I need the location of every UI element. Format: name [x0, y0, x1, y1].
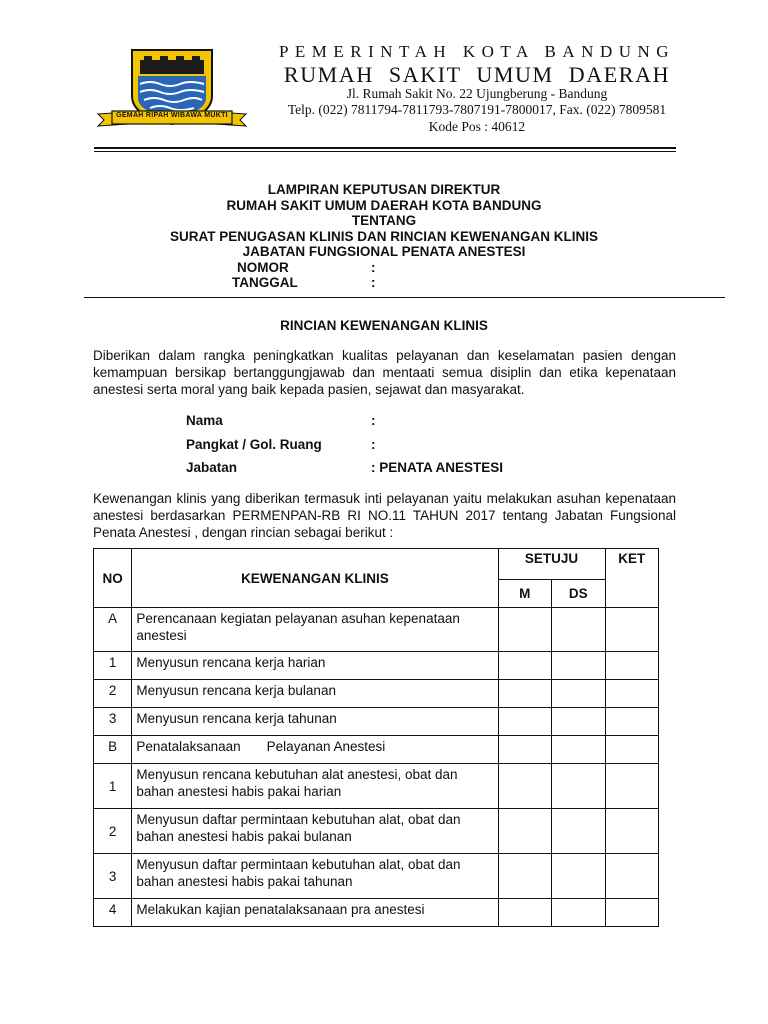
- postal-code: Kode Pos : 40612: [428, 119, 526, 134]
- logo-motto: GEMAH RIPAH WIBAWA MUKTI: [116, 112, 228, 119]
- cell-ds[interactable]: [552, 736, 605, 764]
- cell-ket[interactable]: [605, 652, 659, 680]
- header-ket: KET: [605, 549, 659, 608]
- title-line-2: RUMAH SAKIT UMUM DAERAH KOTA BANDUNG: [226, 198, 542, 213]
- tanggal-label: TANGGAL: [232, 275, 298, 290]
- pangkat-value: :: [371, 437, 376, 452]
- cell-m[interactable]: [498, 708, 551, 736]
- cell-ket[interactable]: [605, 708, 659, 736]
- table-row: [94, 708, 659, 736]
- cell-ket[interactable]: [605, 736, 659, 764]
- table-row: [94, 608, 659, 652]
- row-text-part-b: Pelayanan Anestesi: [266, 739, 386, 754]
- cell-ds[interactable]: [552, 854, 605, 899]
- cell-m[interactable]: [498, 854, 551, 899]
- table-row: [94, 809, 659, 854]
- row-no: A: [94, 608, 132, 652]
- row-text: Menyusun rencana kerja harian: [132, 652, 498, 680]
- table-row: [94, 736, 659, 764]
- jabatan-value: : PENATA ANESTESI: [371, 460, 504, 475]
- nomor-label: NOMOR: [237, 260, 289, 275]
- cell-m[interactable]: [498, 736, 551, 764]
- header-kewenangan: KEWENANGAN KLINIS: [132, 549, 498, 608]
- cell-ds[interactable]: [552, 809, 605, 854]
- row-no: B: [94, 736, 132, 764]
- row-text: Menyusun rencana kebutuhan alat anestesi, obat dan bahan anestesi habis pakai harian: [132, 764, 498, 809]
- title-line-3: TENTANG: [351, 213, 417, 228]
- pangkat-label: Pangkat / Gol. Ruang: [186, 437, 322, 452]
- header-setuju: SETUJU: [498, 549, 605, 580]
- row-text-part-a: Penatalaksanaan: [136, 739, 241, 754]
- table-row: [94, 854, 659, 899]
- cell-ket[interactable]: [605, 809, 659, 854]
- row-text: Perencanaan kegiatan pelayanan asuhan kepenataan anestesi: [132, 608, 498, 652]
- table-row: [94, 764, 659, 809]
- cell-ket[interactable]: [605, 764, 659, 809]
- scope-paragraph: Kewenangan klinis yang diberikan termasuk inti pelayanan yaitu melakukan asuhan kepenataan anestesi berdasarkan PERMENPAN-RB RI NO.11 TAHUN 2017 tentang Jabatan Fungsional Penata Anestesi , dengan rincian sebagai berikut :: [93, 491, 676, 540]
- row-no: 2: [94, 680, 132, 708]
- row-text: Menyusun daftar permintaan kebutuhan alat, obat dan bahan anestesi habis pakai bulanan: [132, 809, 498, 854]
- tanggal-colon: :: [371, 275, 376, 290]
- cell-m[interactable]: [498, 608, 551, 652]
- cell-m[interactable]: [498, 809, 551, 854]
- header-ds: DS: [552, 580, 605, 608]
- header-no: NO: [94, 549, 132, 608]
- row-text: [132, 736, 498, 764]
- cell-m[interactable]: [498, 652, 551, 680]
- cell-m[interactable]: [498, 899, 551, 927]
- cell-ds[interactable]: [552, 652, 605, 680]
- header-m: M: [498, 580, 551, 608]
- row-text: Menyusun rencana kerja bulanan: [132, 680, 498, 708]
- title-line-4: SURAT PENUGASAN KLINIS DAN RINCIAN KEWENANGAN KLINIS: [169, 229, 598, 244]
- title-line-1: LAMPIRAN KEPUTUSAN DIREKTUR: [267, 182, 501, 197]
- intro-paragraph: Diberikan dalam rangka peningkatkan kualitas pelayanan dan keselamatan pasien dengan kemampuan bersikap bertanggungjawab dan mentaati semua disiplin dan etika kepenataan anestesi serta moral yang baik kepada pasien, sejawat dan masyarakat.: [93, 348, 676, 397]
- hospital-name: RUMAH SAKIT UMUM DAERAH: [283, 62, 671, 87]
- table-row: [94, 652, 659, 680]
- cell-ds[interactable]: [552, 680, 605, 708]
- table-row: [94, 899, 659, 927]
- cell-ket[interactable]: [605, 854, 659, 899]
- section-title: RINCIAN KEWENANGAN KLINIS: [280, 318, 488, 333]
- cell-ds[interactable]: [552, 608, 605, 652]
- cell-ds[interactable]: [552, 899, 605, 927]
- row-no: 1: [94, 652, 132, 680]
- hospital-address: Jl. Rumah Sakit No. 22 Ujungberung - Bandung: [346, 86, 608, 101]
- row-no: 1: [94, 764, 132, 809]
- jabatan-label: Jabatan: [186, 460, 238, 475]
- cell-ket[interactable]: [605, 608, 659, 652]
- row-no: 4: [94, 899, 132, 927]
- row-text: Melakukan kajian penatalaksanaan pra anestesi: [132, 899, 498, 927]
- government-name: PEMERINTAH KOTA BANDUNG: [278, 42, 676, 61]
- row-no: 2: [94, 809, 132, 854]
- nama-label: Nama: [186, 413, 223, 428]
- cell-ds[interactable]: [552, 764, 605, 809]
- title-line-5: JABATAN FUNGSIONAL PENATA ANESTESI: [242, 244, 526, 259]
- cell-ket[interactable]: [605, 899, 659, 927]
- kewenangan-table: [93, 548, 659, 927]
- cell-ket[interactable]: [605, 680, 659, 708]
- table-row: [94, 680, 659, 708]
- row-text: Menyusun rencana kerja tahunan: [132, 708, 498, 736]
- title-divider: [84, 297, 725, 298]
- row-text: Menyusun daftar permintaan kebutuhan alat, obat dan bahan anestesi habis pakai tahunan: [132, 854, 498, 899]
- row-no: 3: [94, 708, 132, 736]
- cell-ds[interactable]: [552, 708, 605, 736]
- nama-value: :: [371, 413, 376, 428]
- nomor-colon: :: [371, 260, 376, 275]
- hospital-phone: Telp. (022) 7811794-7811793-7807191-7800017, Fax. (022) 7809581: [287, 102, 667, 117]
- cell-m[interactable]: [498, 680, 551, 708]
- row-no: 3: [94, 854, 132, 899]
- letterhead-divider-thick: [94, 147, 676, 149]
- cell-m[interactable]: [498, 764, 551, 809]
- letterhead-divider-thin: [94, 151, 676, 152]
